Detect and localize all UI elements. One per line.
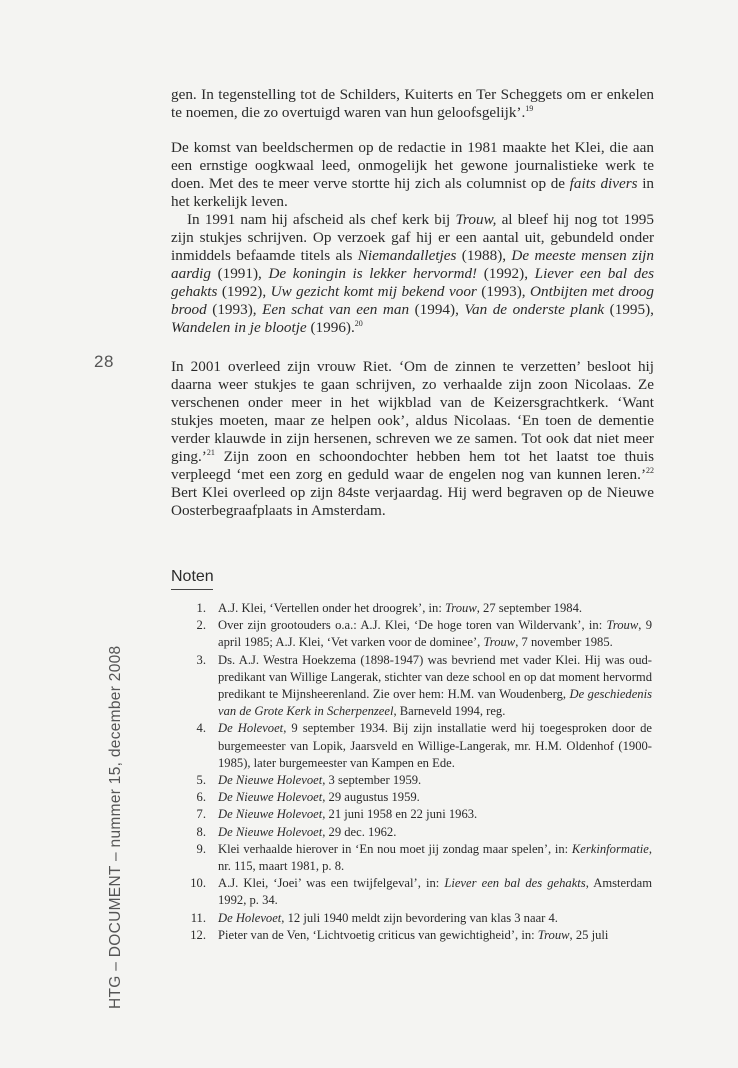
note-item — [186, 824, 652, 841]
note-text: , 9 september 1934. Bij zijn installatie werd hij toegesproken door de burgemeester van Lopik, Jaarsveld en Willige-Langerak, mr. H.M. Oldenhof (1900-1985), later burgemeester van Kampen en Ede. — [218, 721, 652, 770]
body-text — [171, 86, 654, 520]
note-item — [186, 927, 652, 944]
publication-label: HTG – DOCUMENT – nummer 15, december 2008 — [107, 645, 124, 1009]
note-title: Liever een bal des gehakts — [444, 876, 586, 891]
note-title: De Holevoet — [218, 721, 284, 736]
footnote-ref[interactable]: 19 — [525, 104, 534, 113]
notes-list — [186, 600, 652, 944]
note-number: 3. — [196, 652, 206, 667]
note-item — [186, 600, 652, 617]
paragraph-2: De komst van beeldschermen op de redactie in 1981 maakte het Klei, die aan een ernstige oogkwaal leed, onmogelijk het gewone journalistieke werk te doen. Met des te meer verve stortte hij zich als columnist op de faits divers in het kerkelijk leven. — [171, 139, 655, 210]
note-text: , 3 september 1959. — [322, 773, 422, 788]
note-item — [186, 841, 652, 875]
note-title: Kerkinformatie — [571, 841, 649, 856]
note-title: Trouw — [537, 927, 570, 942]
notes-heading: Noten — [171, 568, 214, 585]
note-number: 1. — [196, 601, 206, 615]
note-title: De Nieuwe Holevoet — [218, 790, 323, 805]
note-number: 12. — [190, 927, 206, 942]
footnote-ref[interactable]: 20 — [354, 319, 363, 328]
note-item — [186, 617, 652, 651]
note-title: De Nieuwe Holevoet — [218, 824, 323, 839]
paragraph-3: In 1991 nam hij afscheid als chef kerk bij Trouw, al bleef hij nog tot 1995 zijn stukjes schrijven. Op verzoek gaf hij er een aantal uit, gebundeld onder inmiddels befaamde titels als Niemandalletjes (1988), De meeste mensen zijn aardig (1991), De koningin is lekker hervormd! (1992), Liever een bal des gehakts (1992), Uw gezicht komt mij bekend voor (1993), Ontbijten met droog brood (1993), Een schat van een man (1994), Van de onderste plank (1995), Wandelen in je blootje (1996).$^{20}$ — [171, 211, 654, 336]
note-title: De geschiedenis van de Grote Kerk in Scherpenzeel — [218, 687, 652, 719]
note-text: , 7 november 1985. — [515, 635, 613, 650]
note-title: De Nieuwe Holevoet — [218, 773, 323, 788]
note-number: 9. — [196, 841, 206, 856]
page-number: 28 — [94, 352, 114, 371]
note-number: 7. — [196, 807, 206, 822]
notes-heading-rule — [171, 589, 213, 590]
note-text: A.J. Klei, ‘Joei’ was een twijfelgeval’, in: — [218, 876, 445, 891]
note-item — [186, 772, 652, 789]
note-text: , Amsterdam 1992, p. 34. — [218, 876, 653, 908]
note-number: 6. — [196, 790, 206, 805]
note-number: 10. — [190, 876, 206, 891]
note-text: , nr. 115, maart 1981, p. 8. — [218, 841, 652, 874]
paragraph-1: gen. In tegenstelling tot de Schilders, Kuiterts en Ter Scheggets om er enkelen te noemen, die zo overtuigd waren van hun geloofsgelijk’.$^{19}$ — [171, 86, 654, 121]
note-text: , 21 juni 1958 en 22 juni 1963. — [322, 807, 478, 822]
note-text: Klei verhaalde hierover in ‘En nou moet jij zondag maar spelen’, in: — [218, 841, 572, 856]
footnote-ref[interactable]: 22 — [646, 466, 654, 475]
note-title: De Nieuwe Holevoet — [218, 807, 323, 822]
note-text: , 25 juli — [569, 927, 609, 942]
note-text: , Barneveld 1994, reg. — [393, 704, 506, 719]
note-item — [186, 806, 652, 823]
note-number: 2. — [196, 618, 206, 633]
note-title: Trouw — [444, 601, 477, 615]
note-title: Trouw — [483, 635, 516, 650]
note-text: A.J. Klei, ‘Vertellen onder het droogrek’, in: — [218, 601, 445, 615]
note-item — [186, 875, 652, 909]
note-title: Trouw — [606, 618, 639, 633]
note-number: 5. — [196, 773, 206, 788]
note-item — [186, 652, 652, 721]
note-text: Over zijn grootouders o.a.: A.J. Klei, ‘De hoge toren van Wildervank’, in: — [218, 618, 607, 633]
note-text: , 27 september 1984. — [476, 601, 583, 615]
note-text: Ds. A.J. Westra Hoekzema (1898-1947) was bevriend met vader Klei. Hij was oud-predikant van Willige Langerak, stichter van deze school en op dat moment hervormd predikant te Mijnsheerenland. Zie over hem: H.M. van Woudenberg, — [218, 652, 652, 702]
note-text: , 12 juli 1940 meldt zijn bevordering van klas 3 naar 4. — [281, 910, 558, 925]
note-item — [186, 720, 652, 772]
note-item — [186, 910, 652, 927]
note-number: 4. — [196, 721, 206, 736]
note-number: 11. — [190, 910, 206, 925]
paragraph-4: In 2001 overleed zijn vrouw Riet. ‘Om de zinnen te verzetten’ besloot hij daarna weer stukjes te gaan schrijven, zo verhaalde zijn zoon Nicolaas. Ze verschenen onder meer in het wijkblad van de Keizersgrachtkerk. ‘Want stukjes moeten, maar ze helpen ook’, aldus Nicolaas. ‘En toen de dementie verder klauwde in zijn hersenen, schreven we ze samen. Tot ook dat niet meer ging.’$^{21}$ Zijn zoon en schoondochter hebben hem tot het laatst toe thuis verpleegd ‘met een zorg en geduld waar de engelen nog van kunnen leren.’$^{22}$ Bert Klei overleed op zijn 84ste verjaardag. Hij werd begraven op de Nieuwe Oosterbegraafplaats in Amsterdam. — [171, 358, 654, 519]
note-title: De Holevoet — [218, 910, 282, 925]
note-number: 8. — [196, 824, 206, 839]
note-text: , 9 april 1985; A.J. Klei, ‘Vet varken voor de dominee’, — [218, 618, 652, 650]
note-text: Pieter van de Ven, ‘Lichtvoetig criticus van gewichtigheid’, in: — [218, 927, 538, 942]
note-text: , 29 augustus 1959. — [322, 790, 420, 805]
note-item — [186, 789, 652, 806]
running-footer-vertical — [85, 645, 124, 1009]
footnote-ref[interactable]: 21 — [206, 448, 215, 457]
note-text: , 29 dec. 1962. — [322, 824, 397, 839]
